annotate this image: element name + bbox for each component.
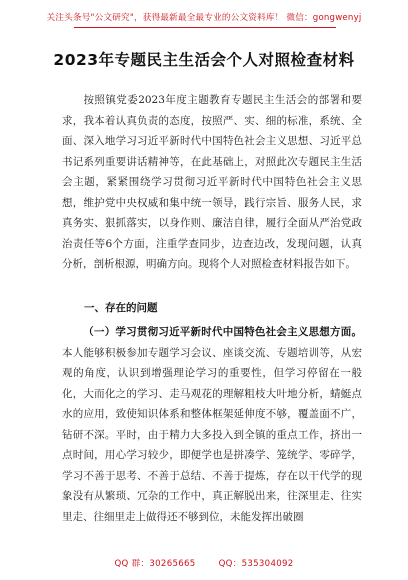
header-notice[interactable]: 关注头条号"公文研究"，获得最新最全最专业的公文资料库！ 微信：gongwenyj bbox=[46, 13, 362, 23]
footer-contact bbox=[0, 557, 408, 569]
subsection-heading: （一）学习贯彻习近平新时代中国特色社会主义思想方面。 bbox=[83, 326, 362, 338]
intro-paragraph bbox=[62, 90, 362, 275]
footer-qq-group: QQ 群：30265665 bbox=[114, 559, 196, 569]
intro-paragraph-text: 按照镇党委2023年度主题教育专题民主生活会的部署和要求，我本着认真负责的态度，按照严、实、细的标准，系统、全面、深入地学习习近平新时代中国特色社会主义思想、习近平总书记系列重要讲话精神等，在此基础上，对照此次专题民主生活会主题，紧紧围绕学习贯彻习近平新时代中国特色社会主义思想，维护党中央权威和集中统一领导，践行宗旨、服务人民，求真务实、狠抓落实，以身作则、廉洁自律，履行全面从严治党政治责任等6个方面，注重学查同步，边查边改，发现问题，认真分析，剖析根源，明确方向。现将个人对照检查材料报告如下。 bbox=[62, 94, 362, 270]
document-title: 2023年专题民主生活会个人对照检查材料 bbox=[53, 51, 355, 69]
header-divider bbox=[74, 27, 336, 28]
section-heading: 一、存在的问题 bbox=[84, 302, 158, 314]
footer-qq: QQ：535304092 bbox=[218, 559, 294, 569]
subsection-text: 本人能够积极参加专题学习会议、座谈交流、专题培训等，从宏观的角度，认识到增强理论学习的重要性，但学习停留在一般化，大而化之的学习、走马观花的理解粗枝大叶地分析，蜻蜓点水的应用，致使知识体系和整体框架延伸度不够，覆盖面不广，钻研不深。平时，由于精力大多投入到全镇的重点工作，挤出一点时间，用心学习较少，即便学也是拼凑学、笼统学、零碎学，学习不善于思考、不善于总结、不善于提炼，存在以干代学的现象没有从繁琐、冗杂的工作中，真正解脱出来，往深里走、往实里走、往细里走上做得还不够到位，未能发挥出破圈 bbox=[62, 346, 362, 523]
subsection-paragraph bbox=[62, 322, 362, 527]
